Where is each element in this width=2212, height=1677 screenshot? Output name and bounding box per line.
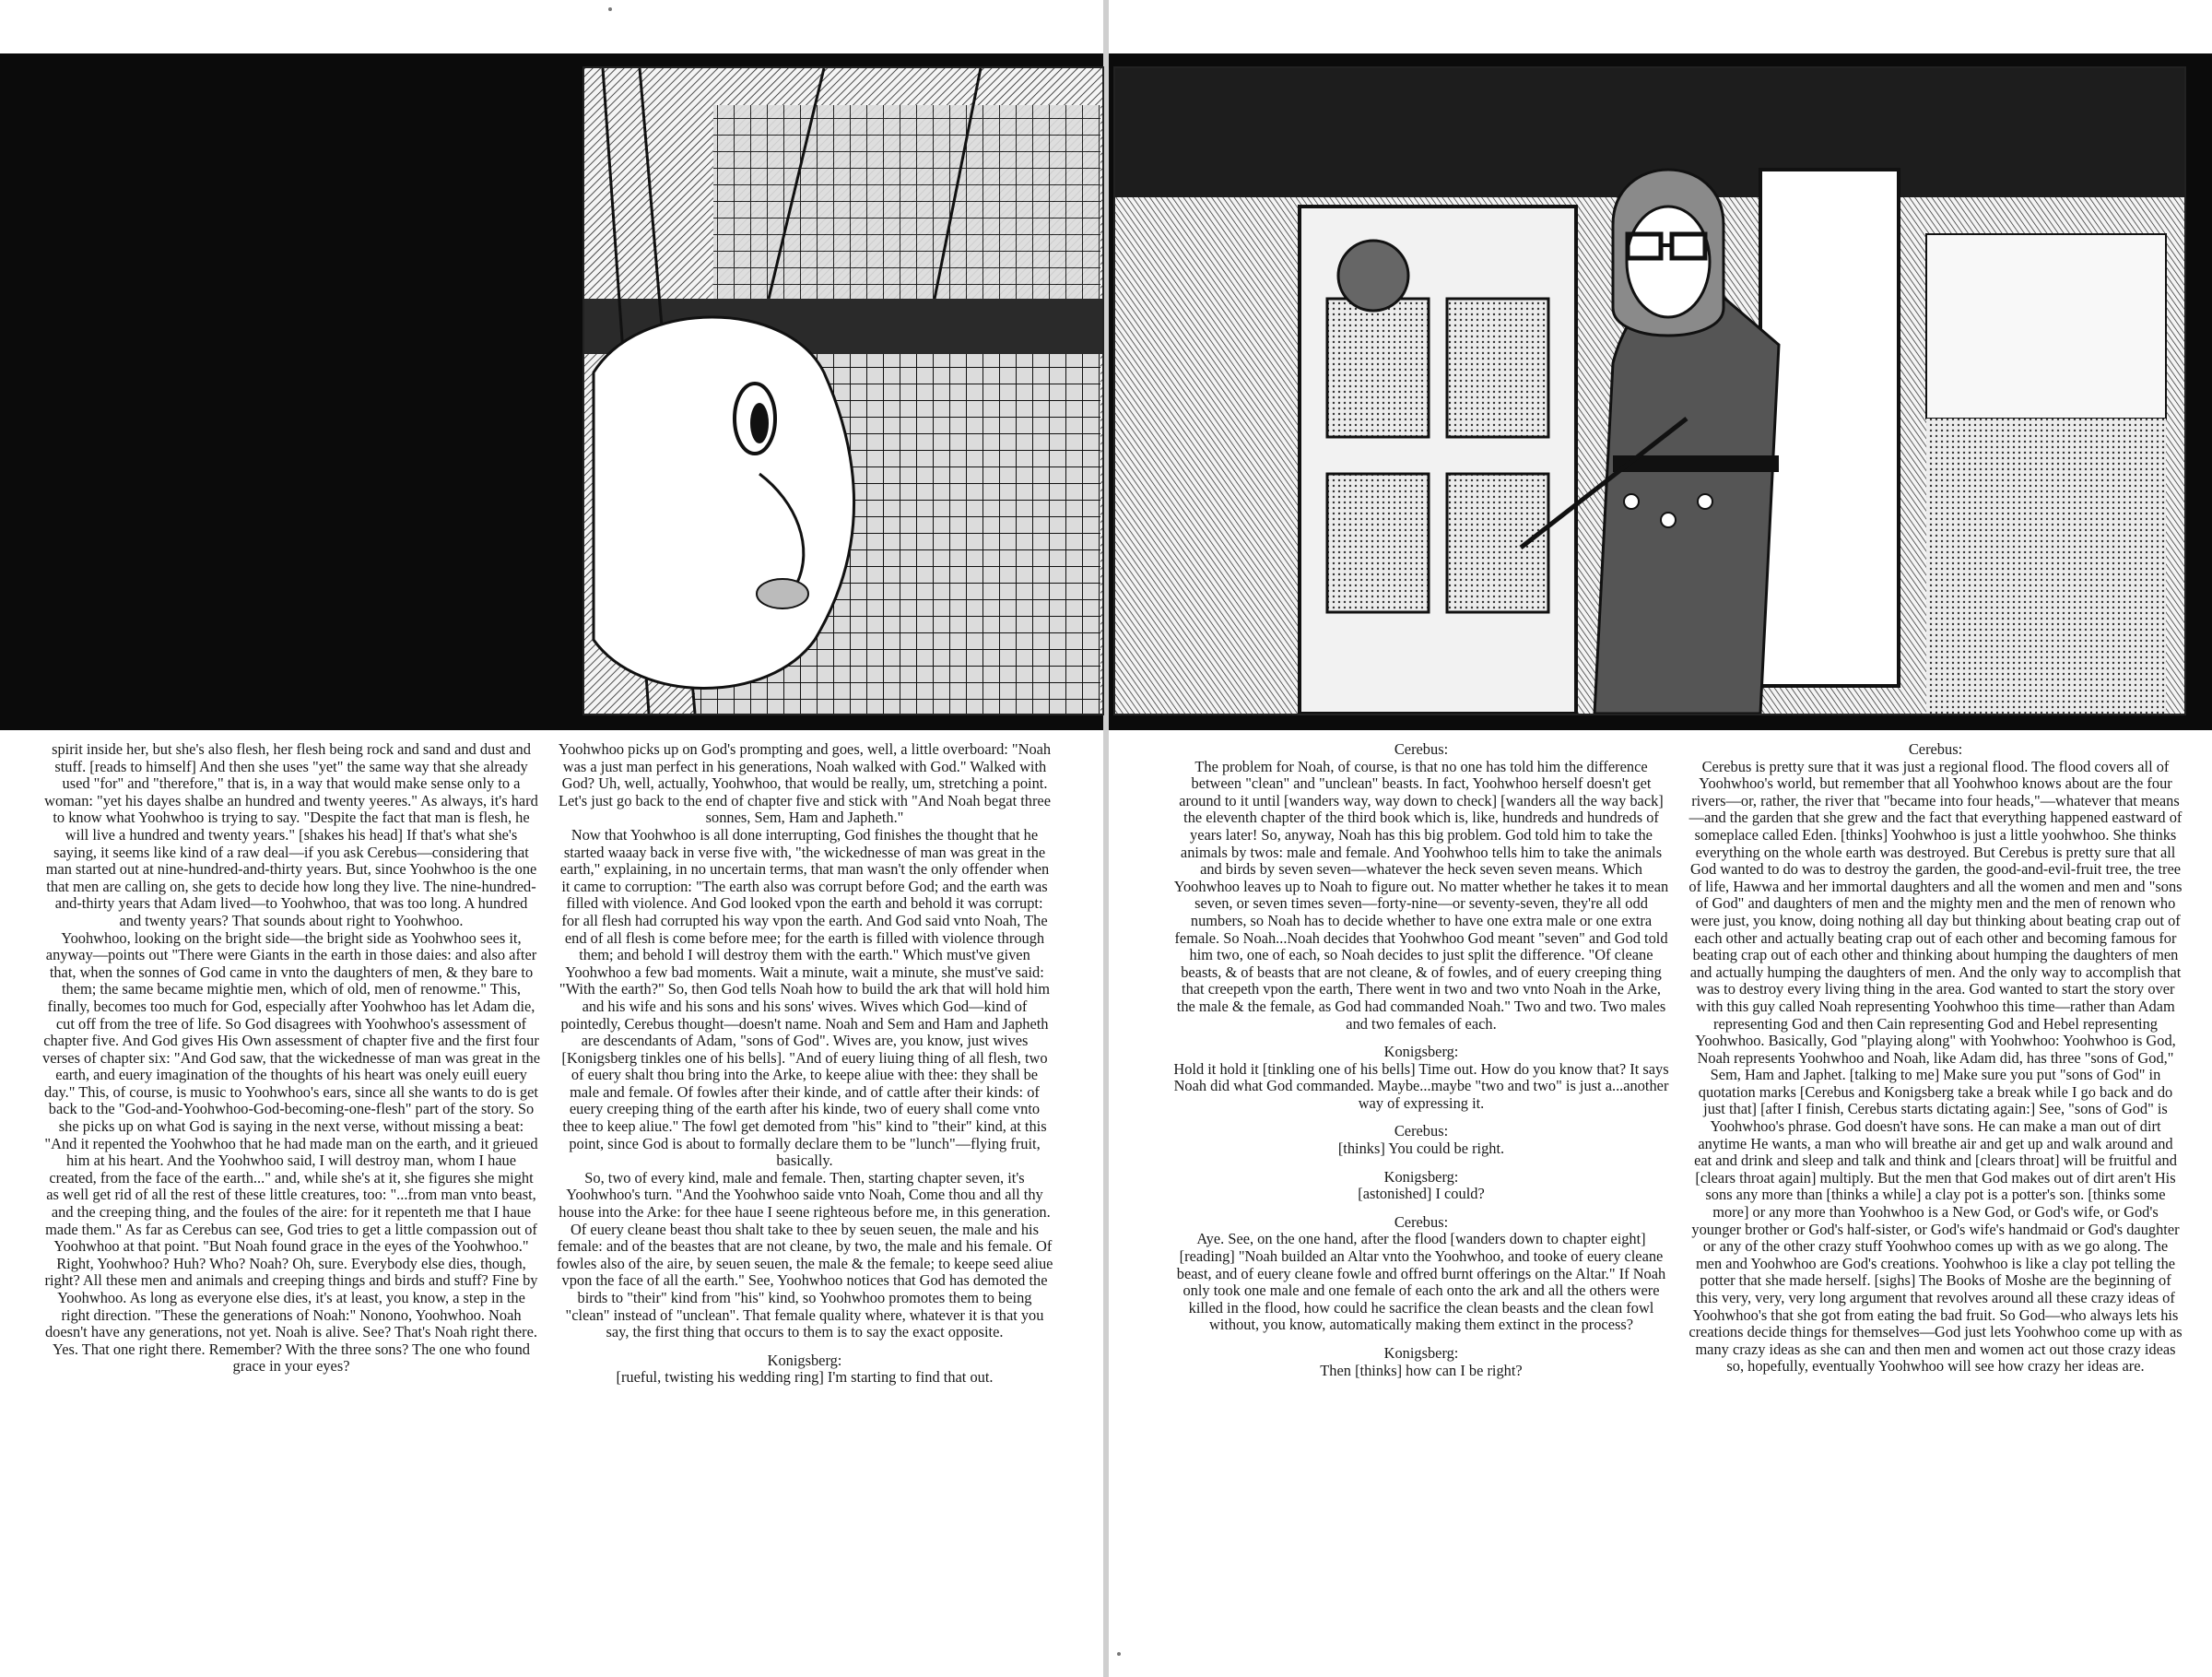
column-3-dialogue-2: Hold it hold it [tinkling one of his bells] Time out. How do you know that? It says Noah did what God commanded. Maybe...maybe "two and two" is just a...another way of expressing it. xyxy=(1173,1059,1669,1112)
column-3-speaker-1: Cerebus: xyxy=(1394,740,1449,758)
column-3-speaker-5: Cerebus: xyxy=(1394,1212,1449,1231)
column-3-speaker-6: Konigsberg: xyxy=(1383,1344,1459,1362)
text-column-2 xyxy=(556,741,1053,1387)
right-illustration-panel xyxy=(1113,66,2186,715)
column-3-speaker-4: Konigsberg: xyxy=(1383,1167,1459,1186)
scan-speck xyxy=(608,7,612,11)
column-4-dialogue-1: Cerebus is pretty sure that it was just a regional flood. The flood covers all of Yoohwhoo's world, but remember that all Yoohwhoo knows about are the four rivers—or, rather, the river that "became into four heads,"—whatever that means—and the garden that she grew and the fact that everything happened eastward of someplace called Eden. [thinks] Yoohwhoo is just a little yoohwhoo. She thinks everything on the whole earth was destroyed. But Cerebus is pretty sure that all God wanted to do was to destroy the garden, the good-and-evil-fruit tree, the tree of life, Hawwa and her immortal daughters and all the women and men and "sons of God" and daughters of men and the mighty men and the men of renown who were just, you know, doing nothing all day but thinking about beating crap out of each other and actually beating crap out of each other and becoming famous for beating crap out of each other and thinking about humping the daughters of men and actually humping the daughters of men. And the only way to accomplish that was to destroy every living thing in the area. God wanted to start the story over with this guy called Noah representing Yoohwhoo this time—rather than Adam representing God and then Cain representing God and Hebel representing Yoohwhoo. Basically, God "playing along" with Yoohwhoo: Yoohwhoo is God, Noah represents Yoohwhoo and Noah, like Adam did, has three "sons of God," Sem, Ham and Japhet. [talking to me] Make sure you put "sons of God" in quotation marks [Cerebus and Konigsberg take a break while I go back and do just that] [after I finish, Cerebus starts dictating again:] See, "sons of God" is Yoohwhoo's phrase. God doesn't have sons. He can make a man out of dirt anytime He wants, a man who will breathe air and get up and walk around and eat and drink and sleep and talk and think and [clears throat] will be fruitful and [clears throat again] multiply. But the men that God makes out of dirt aren't His sons any more than [thinks a while] a clay pot is a potter's son. [thinks some more] or any more than Yoohwhoo is a New God, or God's wife, or God's younger brother or God's half-sister, or God's wife's handmaid or God's daughter or any of the other crazy stuff Yoohwhoo comes up with as we go along. The men and Yoohwhoo are God's creations. Yoohwhoo is like a clay pot telling the potter that she made herself. [sighs] The Books of Moshe are the beginning of this very, very, very long argument that revolves around all these crazy ideas of Yoohwhoo's that she got from eating the bad fruit. So God—who always lets his creations decide things for themselves—God just lets Yoohwhoo come up with as many crazy ideas as she can and then men and women act out those crazy ideas so, hopefully, eventually Yoohwhoo will see how crazy her ideas are. xyxy=(1688,757,2183,1376)
column-2-paragraph-2: Now that Yoohwhoo is all done interrupting, God finishes the thought that he started waaay back in verse five with, "the wickednesse of man was great in the earth," explaining, in no uncertain terms, that man wasn't the only offender when it came to corruption: "The earth also was corrupt before God; and the earth was filled with violence. And God looked vpon the earth and behold it was corrupt: for all flesh had corrupted his way vpon the earth. And God said vnto Noah, The end of all flesh is come before mee; for the earth is filled with violence through them; and behold I will destroy them with the earth." Which must've given Yoohwhoo a few bad moments. Wait a minute, wait a minute, she must've said: "With the earth?" So, then God tells Noah how to build the ark that will hold him and his wife and his sons and his sons' wives. Wives which God—kind of pointedly, Cerebus thought—doesn't name. Noah and Sem and Ham and Japheth are descendants of Adam, "sons of God". Wives are, you know, just wives [Konigsberg tinkles one of his bells]. "And of euery liuing thing of all flesh, two of euery shalt thou bring into the Arke, to keepe aliue with thee: they shall be male and female. Of fowles after their kinde, and of cattle after their kinds: of euery creeping thing of the earth after his kinde, two of euery shall come vnto thee to keep aliue." The fowl get demoted from "his" kind to "their" kind, at this point, since God is about to formally declare them to be "lunch"—flying fruit, basically. xyxy=(559,825,1051,1170)
column-3-dialogue-6: Then [thinks] how can I be right? xyxy=(1320,1361,1523,1379)
column-3-dialogue-4: [astonished] I could? xyxy=(1358,1185,1485,1203)
column-4-speaker-1: Cerebus: xyxy=(1908,740,1963,758)
column-2-paragraph-3: So, two of every kind, male and female. Then, starting chapter seven, it's Yoohwhoo's turn. "And the Yoohwhoo saide vnto Noah, Come thou and all thy house into the Arke: for thee haue I seene righteous before me, in this generation. Of euery cleane beast thou shalt take to thee by seuen seuen, the male and his female: and of the beastes that are not cleane, by two, the male and his female. Of fowles also of the aire, by seuen seuen, the male & the female; to keepe seed aliue vpon the face of all the earth." See, Yoohwhoo notices that God has demoted the birds to "their" kind from "his" kind, so Yoohwhoo promotes them to being "clean" instead of "unclean". That female quality where, whatever it is that you say, the first thing that occurs to them is to say the exact opposite. xyxy=(556,1168,1053,1341)
column-2-closing-line: [rueful, twisting his wedding ring] I'm starting to find that out. xyxy=(616,1368,994,1387)
column-2-paragraph-1: Yoohwhoo picks up on God's prompting and goes, well, a little overboard: "Noah was a just man perfect in his generations, Noah walked with God." Walked with God? Uh, well, actually, Yoohwhoo, that would be really, um, stretching a point. Let's just go back to the end of chapter five and stick with "And Noah begat three sonnes, Sem, Ham and Japheth." xyxy=(558,740,1052,827)
column-1-paragraph-1: spirit inside her, but she's also flesh, her flesh being rock and sand and dust and stuff. [reads to himself] And then she uses "yet" the same way that she already used "for" and "therefore," that is, in a way that would make sense only to a woman: "yet his dayes shalbe an hundred and twenty yeeres." As always, it's hard to know what Yoohwhoo is trying to say. "Despite the fact that man is flesh, he will live a hundred and twenty years." [shakes his head] If that's what she's saying, it seems like kind of a raw deal—if you ask Cerebus—considering that man started out at nine-hundred-and-thirty years. But, since Yoohwhoo is the one that men are calling on, she gets to decide how long they live. The nine-hundred-and-thirty years that Adam lived—to Yoohwhoo, that was too long. A hundred and twenty years? That sounds about right to Yoohwhoo. xyxy=(44,740,538,929)
text-column-1 xyxy=(42,741,540,1376)
scan-speck xyxy=(1117,1652,1121,1656)
column-3-speaker-2: Konigsberg: xyxy=(1383,1043,1459,1061)
column-3-dialogue-1: The problem for Noah, of course, is that no one has told him the difference between "clean" and "unclean" beasts. In fact, Yoohwhoo herself doesn't get around to it until [wanders way, way down to check] [wanders all the way back] the eleventh chapter of the third book which is, like, hundreds and hundreds of years later! So, anyway, Noah has this big problem. God told him to take the animals by twos: male and female. And Yoohwhoo tells him to take the animals and birds by seven seven—whatever the heck seven seven means. Which Yoohwhoo leaves up to Noah to figure out. No matter whether he takes it to mean seven, or seven times seven—forty-nine—or seventy-seven, they're all odd numbers, so Noah has to decide whether to have one extra male or one extra female. So Noah...Noah decides that Yoohwhoo God meant "seven" and God told him two, one of each, so Noah decides to just split the difference. "Of cleane beasts, & of beasts that are not cleane, & of fowles, and of euery creeping thing that creepeth vpon the earth, There went in two and two vnto Noah in the Arke, the male & the female, as God had commanded Noah." Two and two. Two males and two females of each. xyxy=(1173,757,1669,1033)
column-3-dialogue-3: [thinks] You could be right. xyxy=(1337,1140,1505,1158)
column-1-paragraph-2: Yoohwhoo, looking on the bright side—the bright side as Yoohwhoo sees it, anyway—points out "There were Giants in the earth in those daies: and also after that, when the sonnes of God came in vnto the daughters of men, & they bare to them; the same became mightie men, which of old, men of renowme." This, finally, becomes too much for God, especially after Yoohwhoo has let Adam die, cut off from the tree of life. So God disagrees with Yoohwhoo's assessment of chapter five. And God gives His Own assessment of chapter five and the first four verses of chapter six: "And God saw, that the wickednesse of man was great in the earth, and euery imagination of the thoughts of his heart was onely euill euery day." This, of course, is music to Yoohwhoo's ears, since all she wants to do is get back to the "God-and-Yoohwhoo-God-becoming-one-flesh" part of the story. So she picks up on what God is saying in the next verse, without missing a beat: "And it repented the Yoohwhoo that he had made man on the earth, and it grieued him at his heart. And the Yoohwhoo said, I will destroy man, whom I haue created, from the face of the earth..." and, while she's at it, she figures she might as well get rid of all the rest of these little creatures, too: "...from man vnto beast, and the creeping thing, and the foules of the aire: for it repenteth me that I haue made them." As far as Cerebus can see, God tries to get a little compassion out of Yoohwhoo at that point. "But Noah found grace in the eyes of the Yoohwhoo." Right, Yoohwhoo? Huh? Who? Noah? Oh, sure. Everybody else dies, though, right? All these men and animals and creeping things and birds and stuff? Fine by Yoohwhoo. As long as everyone else dies, it's at least, you know, a step in the right direction. "These the generations of Noah:" Nonono, Yoohwhoo. Noah doesn't have any generations, not yet. Noah is alive. See? That's Noah right there. Yes. That one right there. Remember? With the three sons? The one who found grace in your eyes? xyxy=(42,928,540,1376)
text-column-3 xyxy=(1172,741,1670,1379)
konigsberg-jester-illustration-icon xyxy=(1115,68,2184,714)
cerebus-face-illustration-icon xyxy=(584,68,1102,714)
left-illustration-panel xyxy=(582,66,1104,715)
column-3-dialogue-5: Aye. See, on the one hand, after the flood [wanders down to chapter eight][reading] "Noah builded an Altar vnto the Yoohwhoo, and tooke of euery cleane beast, and of euery cleane fowle and offred burnt offerings on the Altar." If Noah only took one male and one female of each onto the ark and all the others were killed in the flood, how could he sacrifice the clean beasts and the clean fowl without, you know, automatically making them extinct in the process? xyxy=(1176,1230,1666,1334)
column-3-speaker-3: Cerebus: xyxy=(1394,1122,1449,1140)
text-column-4 xyxy=(1688,741,2183,1376)
column-2-closing-speaker: Konigsberg: xyxy=(767,1351,842,1369)
